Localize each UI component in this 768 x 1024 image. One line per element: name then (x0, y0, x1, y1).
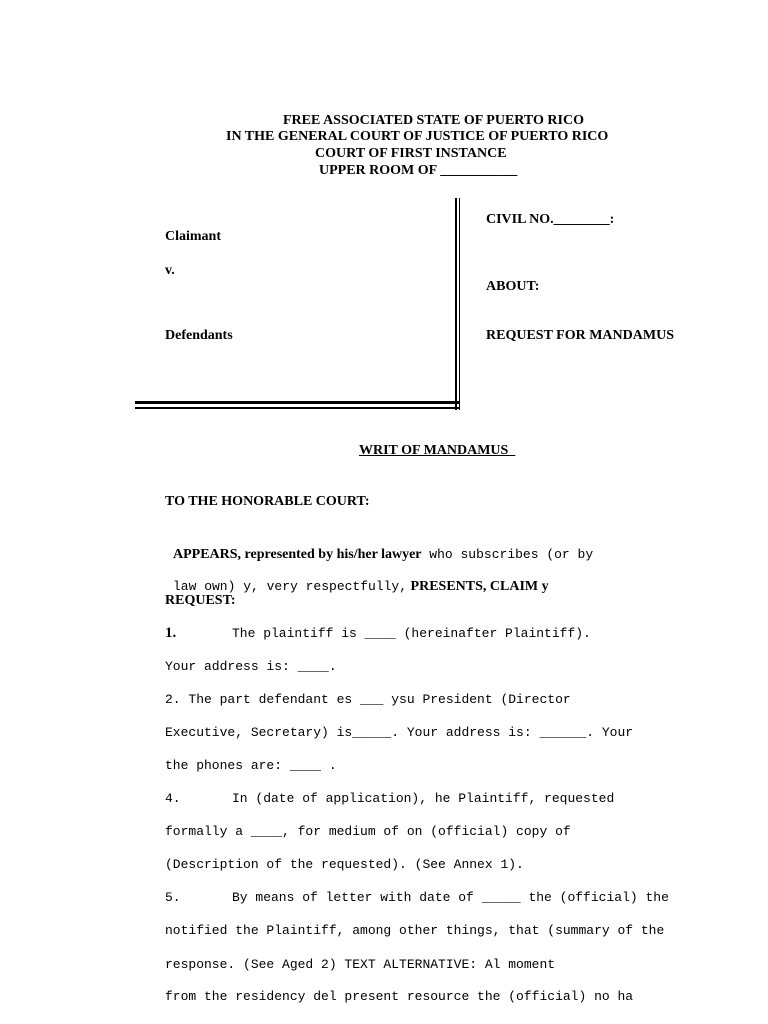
paragraph-2-line-2: Executive, Secretary) is_____. Your address is: ______. Your (165, 725, 634, 740)
paragraph-5-line-2: notified the Plaintiff, among other things, that (summary of the (165, 923, 665, 938)
paragraph-1-text: The plaintiff is ____ (hereinafter Plaintiff). (232, 626, 591, 641)
appears-bold-text: APPEARS, represented by his/her lawyer (173, 547, 422, 562)
presents-mono-text: law own) y, very respectfully, (173, 579, 408, 594)
paragraph-4-text: In (date of application), he Plaintiff, requested (232, 791, 615, 806)
paragraph-5-line-3: response. (See Aged 2) TEXT ALTERNATIVE: Al moment (165, 957, 556, 972)
paragraph-4-line-3: (Description of the requested). (See Annex 1). (165, 857, 524, 872)
appears-line (165, 527, 593, 563)
paragraph-1-number: 1. (165, 625, 177, 641)
paragraph-4-number: 4. (165, 791, 181, 806)
header-line-3: COURT OF FIRST INSTANCE (315, 146, 507, 161)
versus-label: v. (165, 263, 175, 278)
presents-line (165, 559, 549, 595)
paragraph-2-line-3: the phones are: ____ . (165, 758, 337, 773)
paragraph-4-line-2: formally a ____, for medium of on (official) copy of (165, 824, 571, 839)
caption-divider-horizontal-thick (135, 401, 459, 404)
greeting: TO THE HONORABLE COURT: (165, 494, 370, 509)
document-title: WRIT OF MANDAMUS (359, 443, 516, 458)
caption-divider-vertical-thin (459, 198, 460, 410)
presents-bold-text: PRESENTS, CLAIM y (407, 579, 549, 594)
header-line-1: FREE ASSOCIATED STATE OF PUERTO RICO (283, 113, 584, 128)
civil-number: CIVIL NO.________: (486, 212, 615, 227)
about-label: ABOUT: (486, 279, 540, 294)
request-heading: REQUEST: (165, 593, 236, 608)
paragraph-5-line-4: from the residency del present resource the (official) no ha (165, 989, 634, 1004)
request-type: REQUEST FOR MANDAMUS (486, 328, 674, 343)
paragraph-2-line-1: 2. The part defendant es ___ ysu President (Director (165, 692, 571, 707)
appears-mono-text: who subscribes (or by (421, 547, 594, 562)
caption-divider-horizontal-thin (135, 407, 459, 409)
paragraph-1-continued: Your address is: ____. (165, 659, 337, 674)
claimant-label: Claimant (165, 229, 221, 244)
caption-divider-vertical (455, 198, 457, 410)
header-line-2: IN THE GENERAL COURT OF JUSTICE OF PUERTO RICO (226, 129, 609, 144)
paragraph-5-text: By means of letter with date of _____ the (official) the (232, 890, 669, 905)
defendants-label: Defendants (165, 328, 233, 343)
header-line-4: UPPER ROOM OF ___________ (319, 163, 518, 178)
paragraph-5-number: 5. (165, 890, 181, 905)
